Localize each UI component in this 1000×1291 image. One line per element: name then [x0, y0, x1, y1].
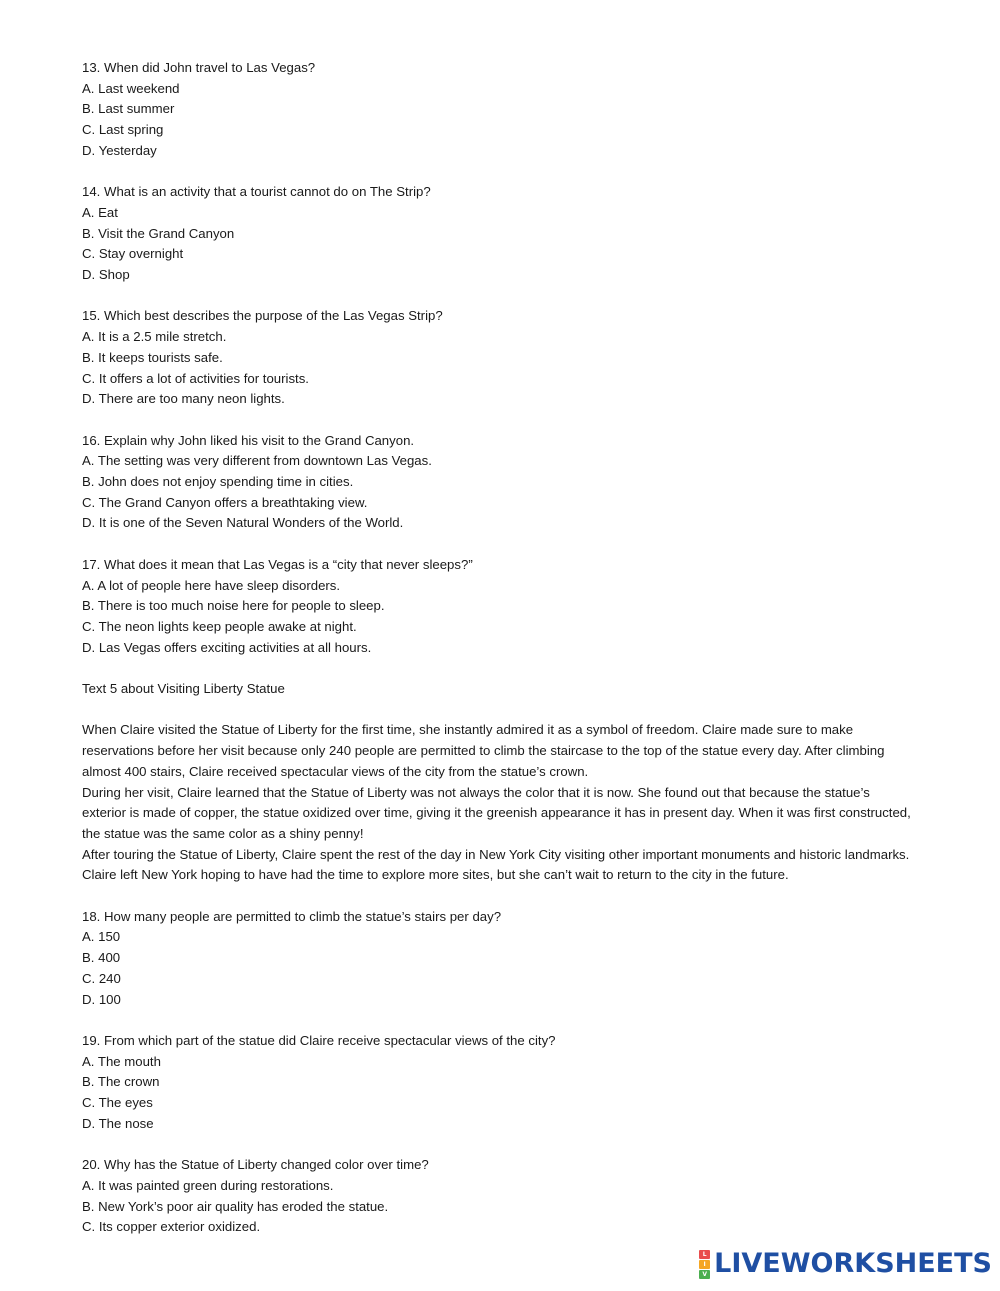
- question-text: 18. How many people are permitted to climb the statue’s stairs per day?: [82, 908, 502, 924]
- liveworksheets-logo[interactable]: [699, 1249, 992, 1279]
- question-text: 16. Explain why John liked his visit to the Grand Canyon.: [82, 432, 415, 448]
- worksheet-page: [82, 58, 952, 1259]
- answer-option[interactable]: C. The neon lights keep people awake at night.: [82, 618, 357, 634]
- answer-option[interactable]: A. It is a 2.5 mile stretch.: [82, 329, 227, 345]
- answer-option[interactable]: A. The setting was very different from downtown Las Vegas.: [82, 453, 432, 469]
- question-block: [82, 306, 952, 410]
- question-text: 15. Which best describes the purpose of the Las Vegas Strip?: [82, 308, 443, 324]
- answer-option[interactable]: C. Last spring: [82, 122, 164, 138]
- answer-option[interactable]: D. Yesterday: [82, 142, 157, 158]
- logo-block: L: [699, 1250, 710, 1259]
- answer-option[interactable]: C. The eyes: [82, 1095, 153, 1111]
- answer-option[interactable]: D. The nose: [82, 1115, 154, 1131]
- answer-option[interactable]: B. New York’s poor air quality has eroded the statue.: [82, 1198, 389, 1214]
- question-text: 13. When did John travel to Las Vegas?: [82, 60, 316, 75]
- answer-option[interactable]: A. A lot of people here have sleep disorders.: [82, 577, 341, 593]
- answer-option[interactable]: D. Las Vegas offers exciting activities at all hours.: [82, 639, 372, 655]
- answer-option[interactable]: D. 100: [82, 991, 121, 1007]
- answer-option[interactable]: B. It keeps tourists safe.: [82, 349, 223, 365]
- passage-line: almost 400 stairs, Claire received spectacular views of the city from the statue’s crown.: [82, 763, 589, 779]
- question-block: [82, 182, 952, 286]
- passage-line: Claire left New York hoping to have had the time to explore more sites, but she can’t wait to return to the city in the future.: [82, 867, 789, 883]
- answer-option[interactable]: A. Last weekend: [82, 80, 180, 96]
- answer-option[interactable]: D. There are too many neon lights.: [82, 391, 285, 407]
- answer-option[interactable]: B. 400: [82, 950, 121, 966]
- answer-option[interactable]: C. The Grand Canyon offers a breathtaking view.: [82, 494, 368, 510]
- question-block: [82, 431, 952, 535]
- passage-line: the statue was the same color as a shiny penny!: [82, 825, 364, 841]
- answer-option[interactable]: C. Its copper exterior oxidized.: [82, 1219, 261, 1235]
- question-block: [82, 907, 952, 1011]
- question-block: [82, 1155, 952, 1238]
- question-text: 14. What is an activity that a tourist cannot do on The Strip?: [82, 184, 431, 200]
- logo-text: LIVEWORKSHEETS: [714, 1248, 992, 1279]
- question-block: [82, 58, 952, 162]
- answer-option[interactable]: C. Stay overnight: [82, 246, 184, 262]
- question-block: [82, 555, 952, 659]
- text5-title: Text 5 about Visiting Liberty Statue: [82, 681, 285, 697]
- answer-option[interactable]: A. It was painted green during restorations.: [82, 1177, 334, 1193]
- passage-line: reservations before her visit because only 240 people are permitted to climb the staircase to the top of the statue every day. After climbing: [82, 743, 885, 759]
- text5-passage: [82, 720, 952, 886]
- logo-block: V: [699, 1270, 710, 1279]
- answer-option[interactable]: B. The crown: [82, 1074, 160, 1090]
- passage-line: When Claire visited the Statue of Liberty for the first time, she instantly admired it as a symbol of freedom. Claire made sure to make: [82, 722, 854, 738]
- answer-option[interactable]: B. Visit the Grand Canyon: [82, 225, 235, 241]
- answer-option[interactable]: B. Last summer: [82, 101, 175, 117]
- answer-option[interactable]: D. Shop: [82, 267, 130, 283]
- question-text: 17. What does it mean that Las Vegas is a “city that never sleeps?”: [82, 556, 473, 572]
- answer-option[interactable]: B. John does not enjoy spending time in cities.: [82, 474, 354, 490]
- answer-option[interactable]: C. It offers a lot of activities for tourists.: [82, 370, 309, 386]
- question-text: 19. From which part of the statue did Claire receive spectacular views of the city?: [82, 1032, 556, 1048]
- question-block: [82, 1031, 952, 1135]
- questions-top-section: [82, 58, 952, 658]
- logo-blocks-icon: [699, 1250, 710, 1279]
- answer-option[interactable]: A. Eat: [82, 204, 118, 220]
- answer-option[interactable]: C. 240: [82, 970, 121, 986]
- questions-bottom-section: [82, 907, 952, 1238]
- answer-option[interactable]: A. 150: [82, 929, 121, 945]
- question-text: 20. Why has the Statue of Liberty changed color over time?: [82, 1157, 429, 1173]
- logo-block: I: [699, 1260, 710, 1269]
- passage-line: During her visit, Claire learned that the Statue of Liberty was not always the color that it is now. She found out that because the statue’s: [82, 784, 870, 800]
- answer-option[interactable]: A. The mouth: [82, 1053, 161, 1069]
- answer-option[interactable]: B. There is too much noise here for people to sleep.: [82, 598, 385, 614]
- passage-line: After touring the Statue of Liberty, Claire spent the rest of the day in New York City visiting other important monuments and historic landmarks.: [82, 846, 910, 862]
- answer-option[interactable]: D. It is one of the Seven Natural Wonders of the World.: [82, 515, 404, 531]
- passage-line: exterior is made of copper, the statue oxidized over time, giving it the greenish appearance it has in present day. When it was first constructed,: [82, 805, 911, 821]
